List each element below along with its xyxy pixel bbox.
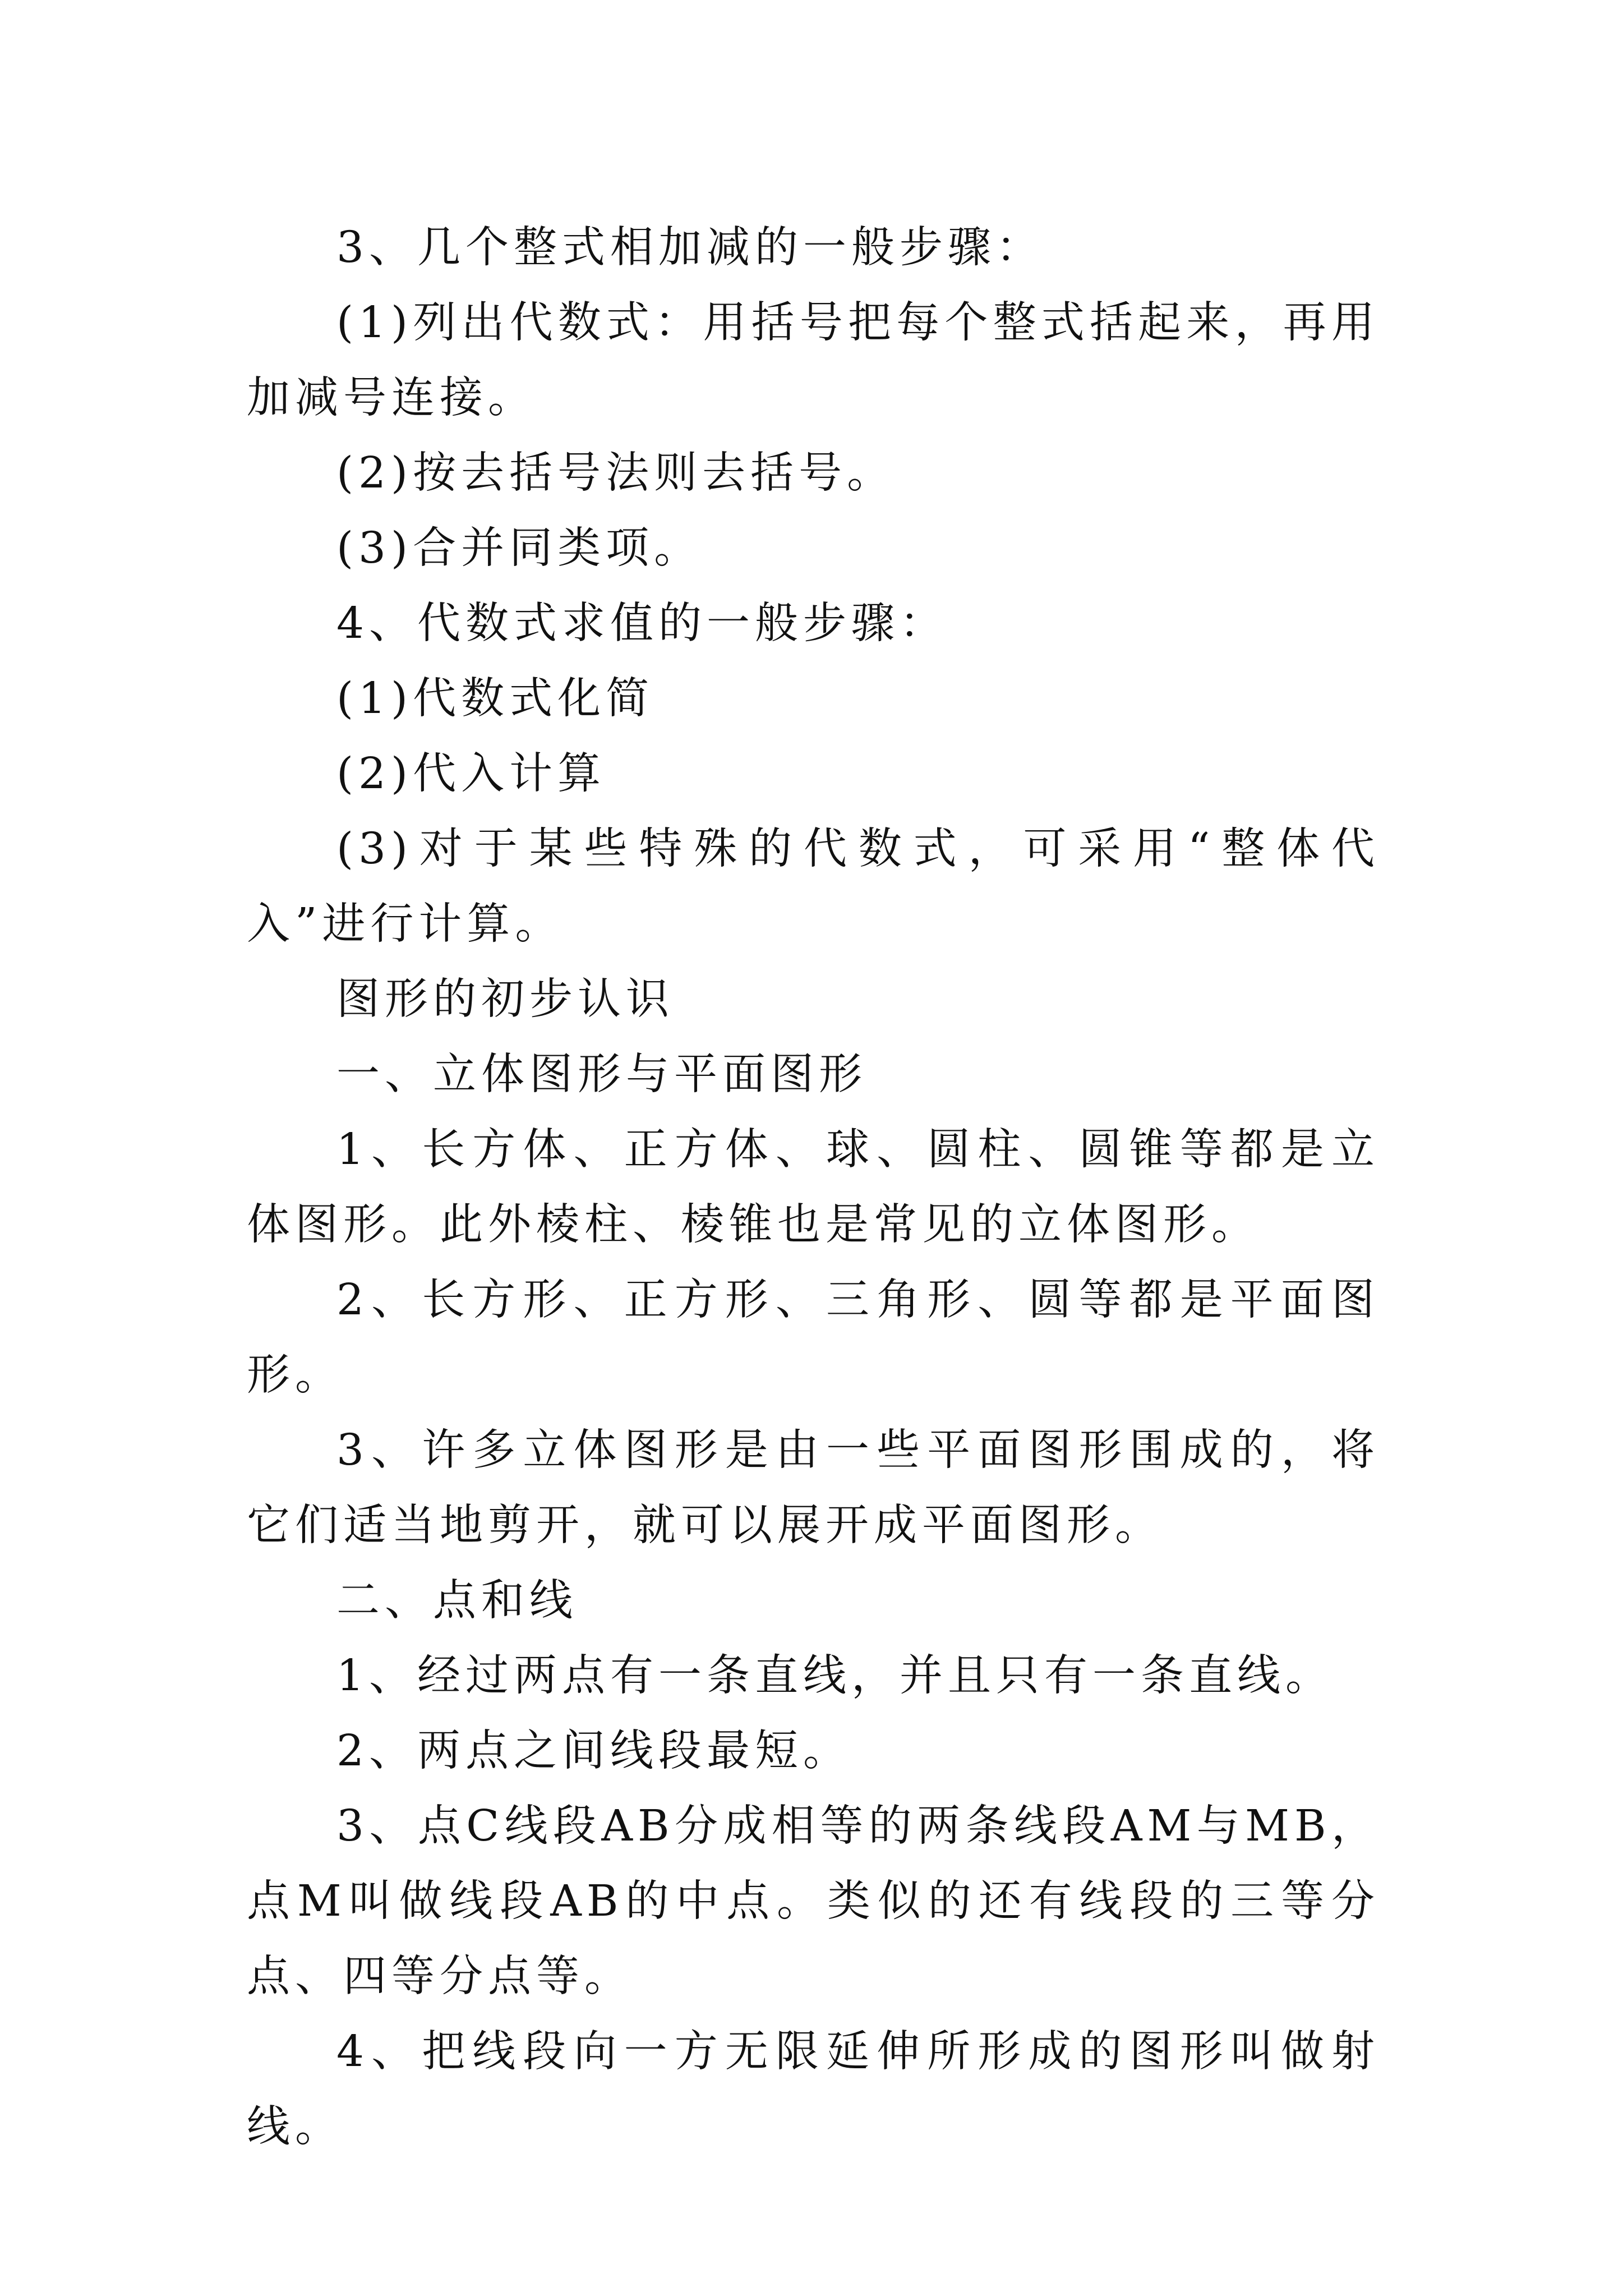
paragraph: 3、几个整式相加减的一般步骤： bbox=[336, 223, 1044, 273]
section-heading: 一、立体图形与平面图形 bbox=[336, 1050, 867, 1099]
paragraph: 3、点C线段AB分成相等的两条线段AM与MB，点M叫做线段AB的中点。类似的还有线段的三等分点、四等分点等。 bbox=[247, 1801, 1380, 2001]
paragraph: 2、两点之间线段最短。 bbox=[336, 1726, 851, 1776]
paragraph: (1)代数式化简 bbox=[336, 674, 654, 724]
document-body bbox=[247, 210, 1380, 2165]
paragraph: (2)代入计算 bbox=[336, 749, 606, 799]
paragraph: (3)对于某些特殊的代数式，可采用“整体代入”进行计算。 bbox=[247, 824, 1380, 949]
paragraph: 1、长方体、正方体、球、圆柱、圆锥等都是立体图形。此外棱柱、棱锥也是常见的立体图形。 bbox=[247, 1125, 1380, 1250]
paragraph: 4、把线段向一方无限延伸所形成的图形叫做射线。 bbox=[247, 2027, 1380, 2152]
paragraph: 2、长方形、正方形、三角形、圆等都是平面图形。 bbox=[247, 1275, 1380, 1400]
paragraph: (3)合并同类项。 bbox=[336, 523, 703, 573]
paragraph: 3、许多立体图形是由一些平面图形围成的，将它们适当地剪开，就可以展开成平面图形。 bbox=[247, 1425, 1380, 1550]
section-heading: 图形的初步认识 bbox=[336, 974, 674, 1024]
paragraph: (2)按去括号法则去括号。 bbox=[336, 448, 896, 498]
paragraph: (1)列出代数式：用括号把每个整式括起来，再用加减号连接。 bbox=[247, 298, 1380, 423]
paragraph: 4、代数式求值的一般步骤： bbox=[336, 599, 948, 648]
section-heading: 二、点和线 bbox=[336, 1576, 578, 1626]
paragraph: 1、经过两点有一条直线，并且只有一条直线。 bbox=[336, 1651, 1334, 1701]
